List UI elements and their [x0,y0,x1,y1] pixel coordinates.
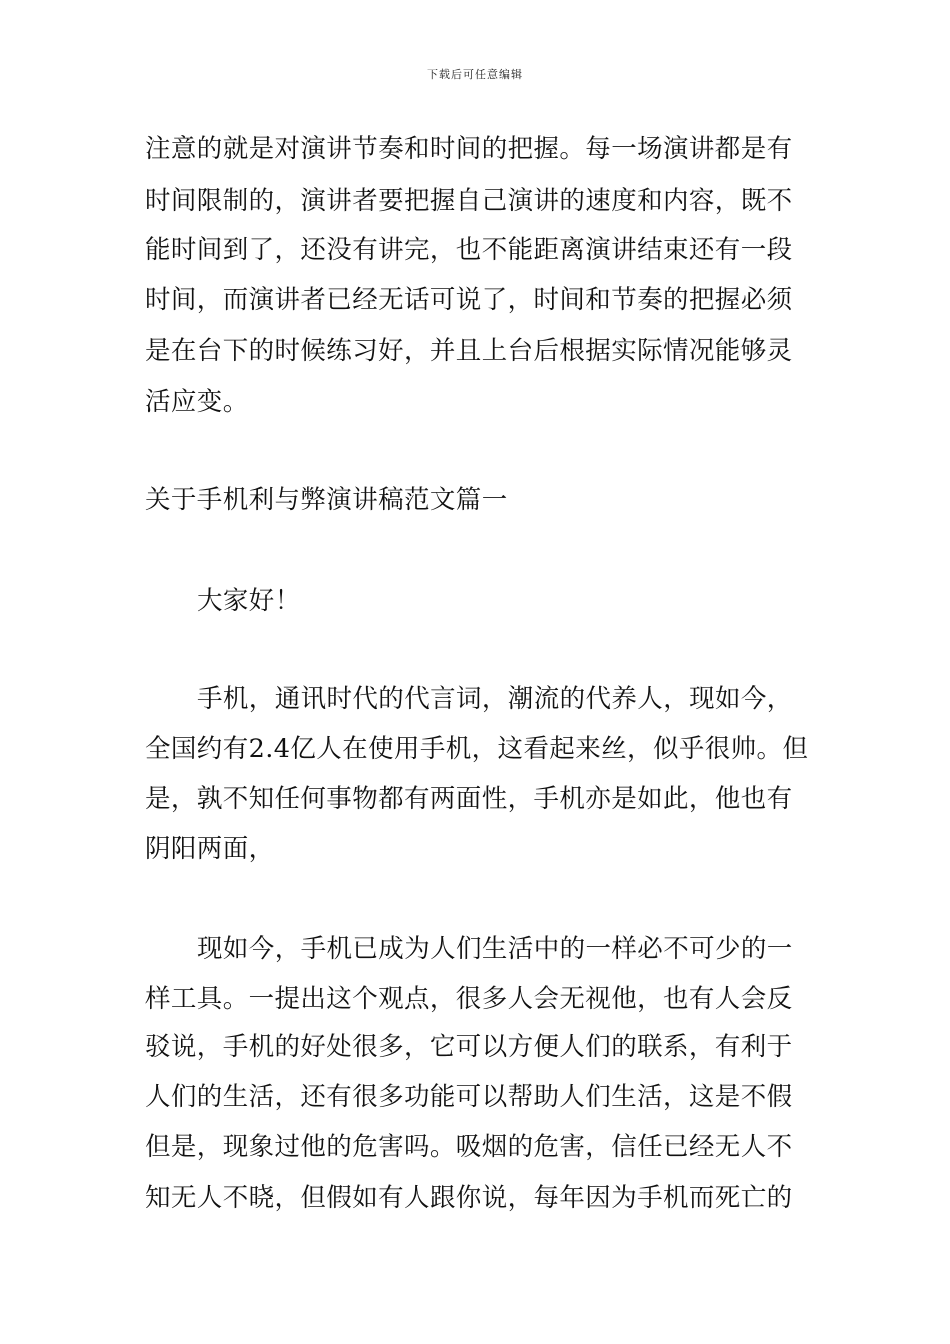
greeting: 大家好！ [197,586,301,616]
header-note: 下载后可任意编辑 [427,68,523,81]
body-line: 但是，现象过他的危害吗。吸烟的危害，信任已经无人不 [145,1132,793,1162]
body-line: 全国约有2.4亿人在使用手机，这看起来丝，似乎很帅。但 [145,734,809,764]
body-line: 阴阳两面， [145,834,275,864]
body-line: 是在台下的时候练习好，并且上台后根据实际情况能够灵 [145,336,793,366]
body-line: 注意的就是对演讲节奏和时间的把握。每一场演讲都是有 [145,134,793,164]
body-line: 能时间到了，还没有讲完，也不能距离演讲结束还有一段 [145,235,793,265]
section-heading: 关于手机利与弊演讲稿范文篇一 [145,485,508,515]
body-line: 知无人不晓，但假如有人跟你说，每年因为手机而死亡的 [145,1183,793,1213]
body-line: 活应变。 [145,387,249,417]
body-line: 样工具。一提出这个观点，很多人会无视他，也有人会反 [145,984,793,1014]
body-line: 现如今，手机已成为人们生活中的一样必不可少的一 [197,934,793,964]
body-line: 时间限制的，演讲者要把握自己演讲的速度和内容，既不 [145,186,793,216]
body-line: 手机，通讯时代的代言词，潮流的代养人，现如今， [197,684,793,714]
body-line: 是，孰不知任何事物都有两面性，手机亦是如此，他也有 [145,784,793,814]
body-line: 时间，而演讲者已经无话可说了，时间和节奏的把握必须 [145,285,793,315]
body-line: 人们的生活，还有很多功能可以帮助人们生活，这是不假 [145,1082,793,1112]
body-line: 驳说，手机的好处很多，它可以方便人们的联系，有利于 [145,1032,793,1062]
